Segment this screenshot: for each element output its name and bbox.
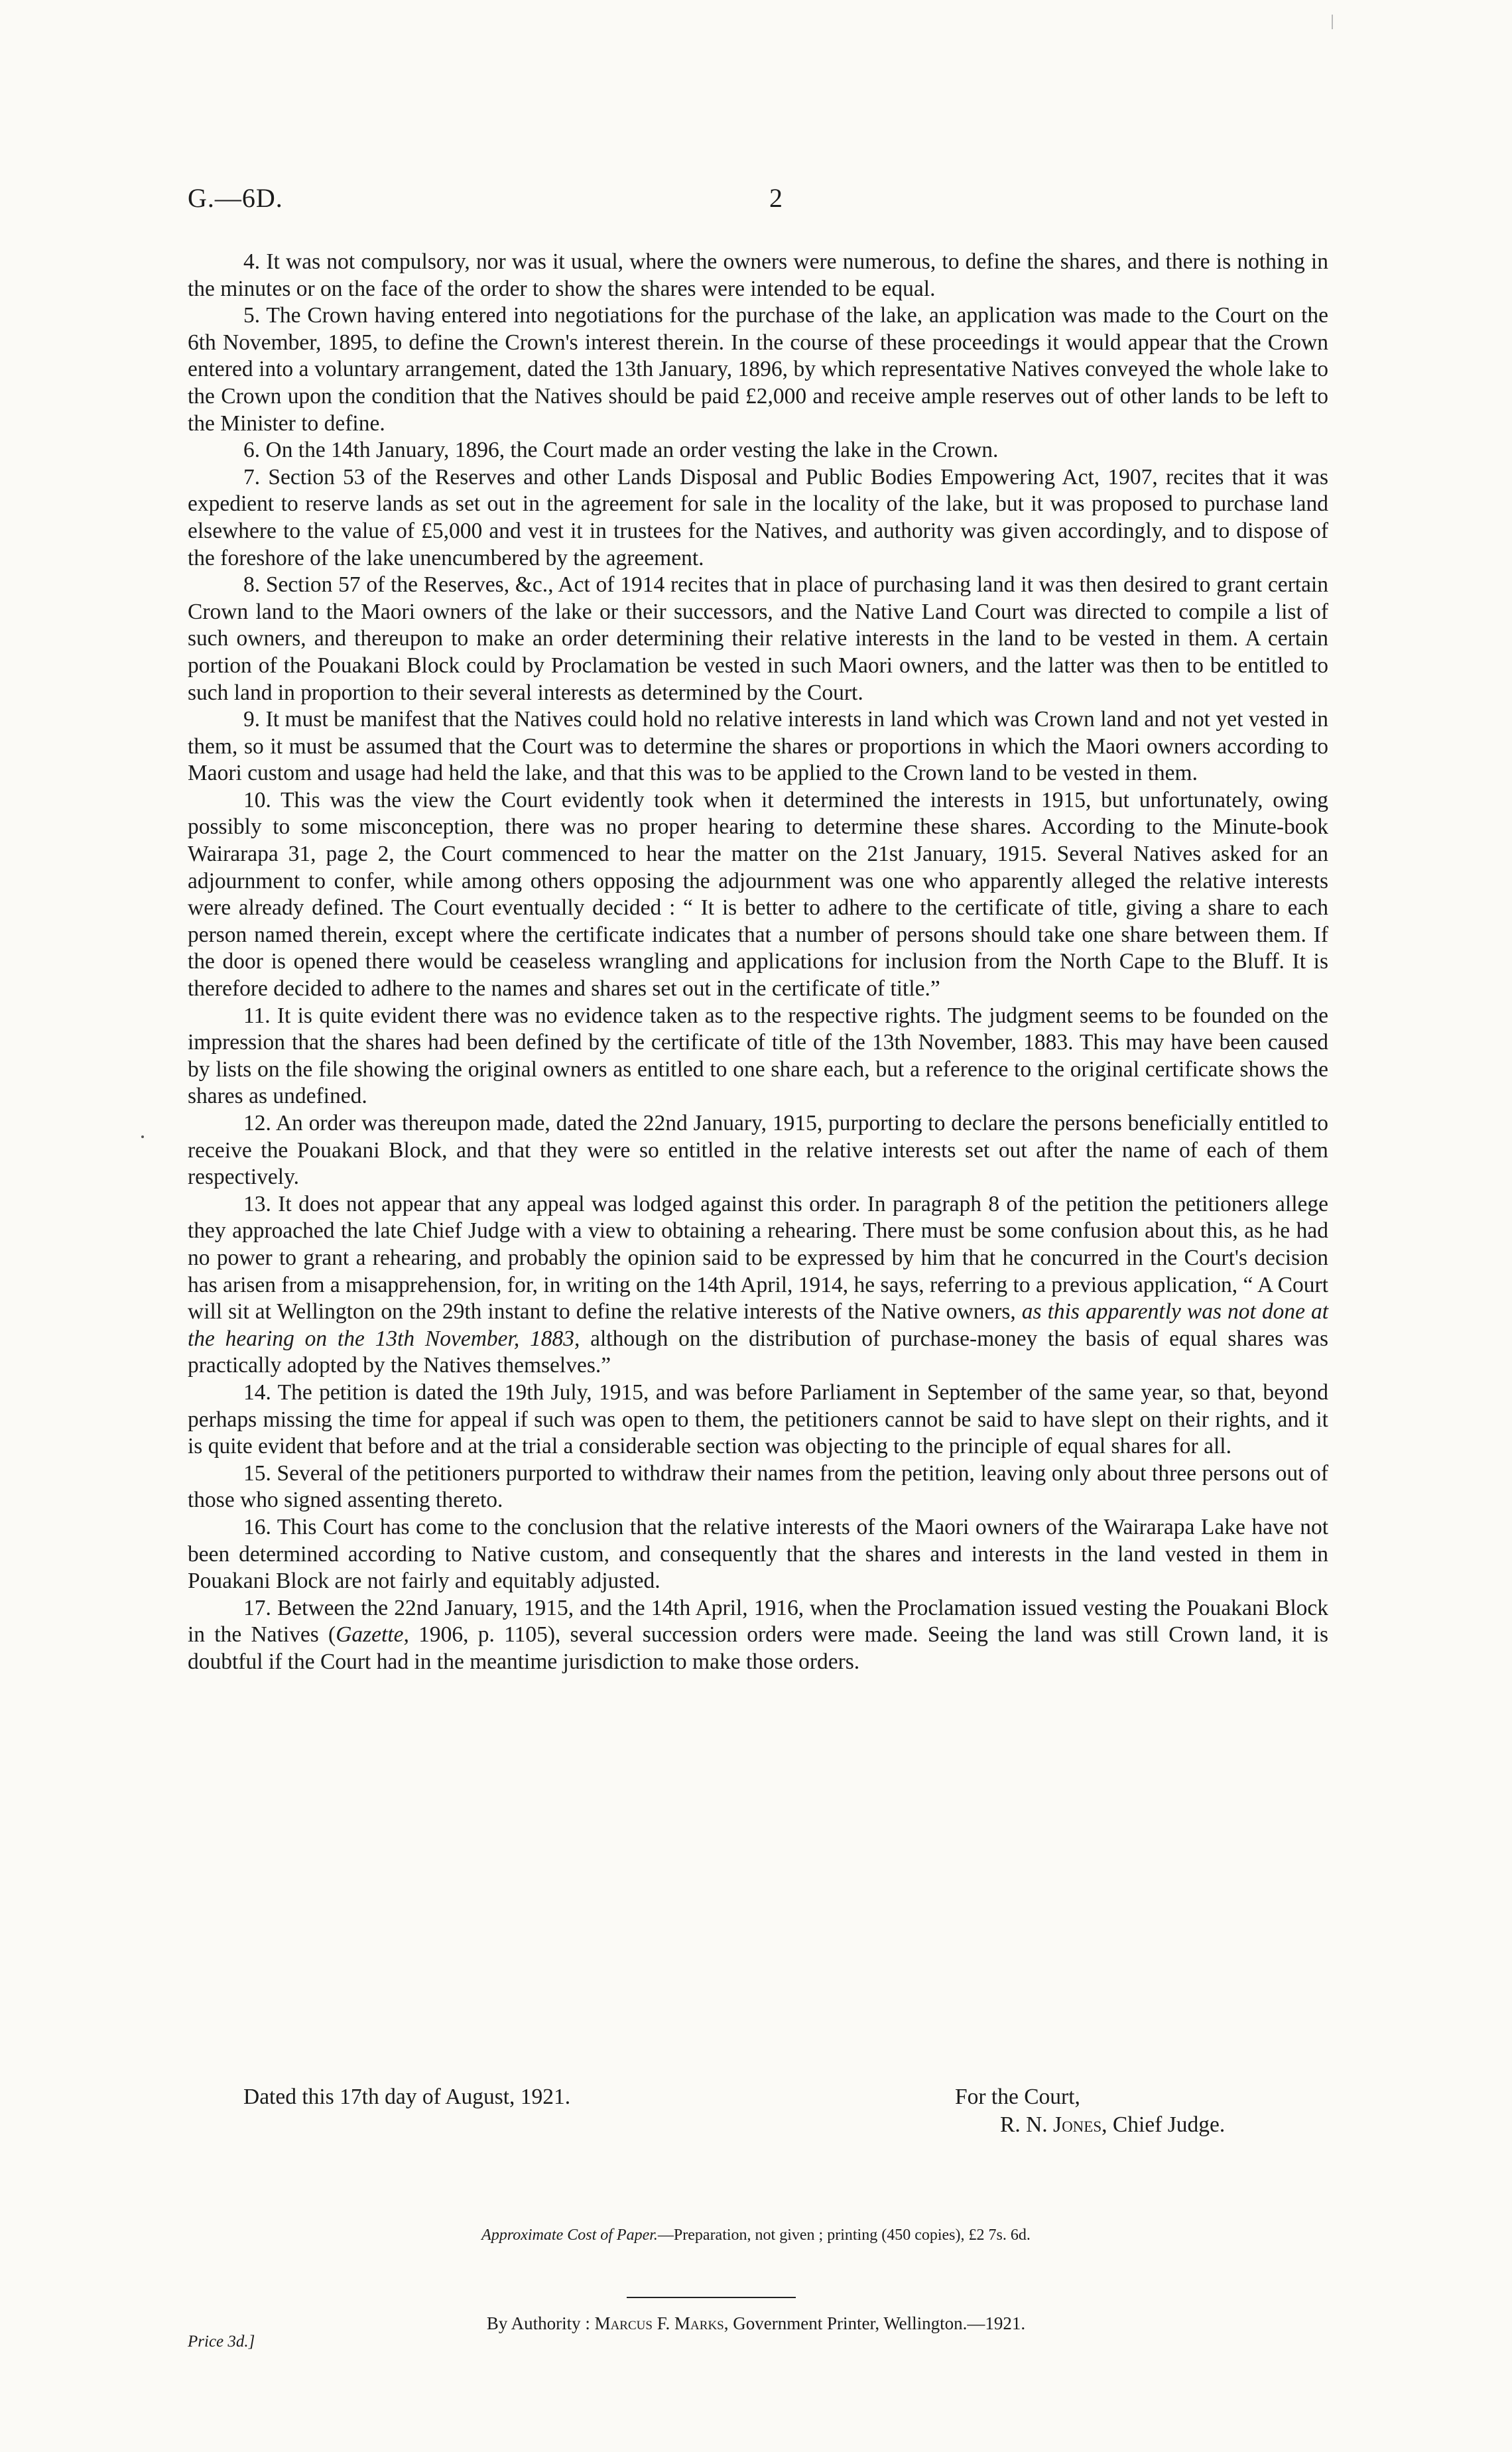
signature-block [188,2085,1328,2144]
paragraph-14: 14. The petition is dated the 19th July, 1915, and was before Parliament in September of the same year, so that, beyond perhaps missing the time for appeal if such was open to them, the petitioners cannot be said to have slept on their rights, and it is quite evident that before and at the trial a considerable section was objecting to the principle of equal shares for all. [188,1380,1328,1459]
paragraph-13-quote-emphasis: as this apparently was not done at the hearing on the 13th November, 1883, [188,1299,1329,1351]
paragraph-13-text-end: although on the distribution of purchase-money the basis of equal shares was practically adopted by the Natives themselves.” [188,1326,1328,1378]
paragraph-8: 8. Section 57 of the Reserves, &c., Act of 1914 recites that in place of purchasing land it was then desired to grant certain Crown land to the Maori owners of the lake or their successors, and the Native Land Court was directed to compile a list of such owners, and thereupon to make an order determining their relative interests in the land to be vested in them. A certain portion of the Pouakani Block could by Proclamation be vested in such Maori owners, and the latter was then to be entitled to such land in proportion to their several interests as determined by the Court. [188,572,1328,705]
paragraph-10: 10. This was the view the Court evidently took when it determined the interests in 1915, but unfortunately, owing possibly to some misconception, there was no proper hearing to determine these shares. According to the Minute-book Wairarapa 31, page 2, the Court commenced to hear the matter on the 21st January, 1915. Several Natives asked for an adjournment to confer, while among others opposing the adjournment was one who apparently alleged the relative interests were already defined. The Court eventually decided : “ It is better to adhere to the certificate of title, giving a share to each person named therein, except where the certificate indicates that a number of persons should take one share between them. If the door is opened there would be ceaseless wrangling and applications for inclusion from the North Cape to the Bluff. It is therefore decided to adhere to the names and shares set out in the certificate of title.” [188,787,1328,1001]
paragraph-15: 15. Several of the petitioners purported to withdraw their names from the petition, leaving only about three persons out of those who signed assenting thereto. [188,1460,1328,1513]
price-note: Price 3d.] [188,2333,255,2351]
printer-imprint [0,2313,1512,2334]
cost-label: Approximate Cost of Paper. [481,2226,658,2244]
page-number: 2 [769,183,783,213]
printer-name: Marcus F. Marks [594,2313,724,2333]
paragraph-13-text: 13. It does not appear that any appeal was lodged against this order. In paragraph 8 of the petition the petitioners allege they approached the late Chief Judge with a view to obtaining a rehearing. There must be some confusion about this, as he had no power to grant a rehearing, and probably the opinion said to be expressed by him that he concurred in the Court's decision has arisen from a misapprehension, for, in writing on the 14th April, 1914, he says, referring to a previous application, “ A Court will sit at Wellington on the 29th instant to define the relative interests of the Native owners, [188,1191,1328,1324]
document-reference: G.—6D. [188,183,283,213]
page-header [188,182,1328,222]
margin-dot [141,1135,144,1138]
footer-rule [627,2297,796,2298]
judge-signature [1000,2112,1225,2138]
judge-title: , Chief Judge. [1102,2112,1226,2137]
paragraph-17-text: 17. Between the 22nd January, 1915, and the 14th April, 1916, when the Proclamation issued vesting the Pouakani Block in the Natives ( [188,1595,1328,1647]
paragraph-12: 12. An order was thereupon made, dated the 22nd January, 1915, purporting to declare the persons beneficially entitled to receive the Pouakani Block, and that they were so entitled in the relative interests set out after the name of each of them respectively. [188,1111,1328,1190]
paragraph-9: 9. It must be manifest that the Natives could hold no relative interests in land which was Crown land and not yet vested in them, so it must be assumed that the Court was to determine the shares or proportions in which the Maori owners according to Maori custom and usage had held the lake, and that this was to be applied to the Crown land to be vested in them. [188,707,1328,786]
judge-name: R. N. Jones [1000,2112,1102,2137]
paragraph-17 [188,1595,1328,1676]
paragraph-4: 4. It was not compulsory, nor was it usual, where the owners were numerous, to define the shares, and there is nothing in the minutes or on the face of the order to show the shares were intended to be equal. [188,249,1328,301]
cost-of-paper-note [0,2226,1512,2244]
dated-line: Dated this 17th day of August, 1921. [243,2085,571,2109]
paragraph-7: 7. Section 53 of the Reserves and other Lands Disposal and Public Bodies Empowering Act, 1907, recites that it was expedient to reserve lands as set out in the agreement for sale in the locality of the lake, but it was proposed to purchase land elsewhere to the value of £5,000 and vest it in trustees for the Natives, and authority was given accordingly, and to dispose of the foreshore of the lake unencumbered by the agreement. [188,464,1328,570]
cost-text: —Preparation, not given ; printing (450 copies), £2 7s. 6d. [657,2226,1031,2244]
document-body [188,249,1328,1675]
for-the-court: For the Court, [955,2085,1080,2109]
paragraph-6: 6. On the 14th January, 1896, the Court made an order vesting the lake in the Crown. [243,438,999,463]
paragraph-5: 5. The Crown having entered into negotiations for the purchase of the lake, an application was made to the Court on the 6th November, 1895, to define the Crown's interest therein. In the course of these proceedings it would appear that the Crown entered into a voluntary arrangement, dated the 13th January, 1896, by which representative Natives conveyed the whole lake to the Crown upon the condition that the Natives should be paid £2,000 and receive ample reserves out of other lands to be left to the Minister to define. [188,303,1328,436]
paragraph-17-text-end: 1906, p. 1105), several succession orders were made. Seeing the land was still Crown land, it is doubtful if the Court had in the meantime jurisdiction to make those orders. [188,1622,1328,1674]
gazette-citation: Gazette, [336,1622,409,1647]
paragraph-16: 16. This Court has come to the conclusion that the relative interests of the Maori owners of the Wairarapa Lake have not been determined according to Native custom, and consequently that the shares and interests in the land vested in them in Pouakani Block are not fairly and equitably adjusted. [188,1514,1328,1594]
paragraph-13 [188,1191,1328,1380]
authority-prefix: By Authority : [486,2313,595,2333]
margin-mark [1332,15,1333,29]
authority-suffix: , Government Printer, Wellington.—1921. [724,2313,1026,2333]
paragraph-11: 11. It is quite evident there was no evidence taken as to the respective rights. The judgment seems to be founded on the impression that the shares had been defined by the certificate of title of the 13th November, 1883. This may have been caused by lists on the file showing the original owners as entitled to one share each, but a reference to the original certificate shows the shares as undefined. [188,1003,1328,1109]
